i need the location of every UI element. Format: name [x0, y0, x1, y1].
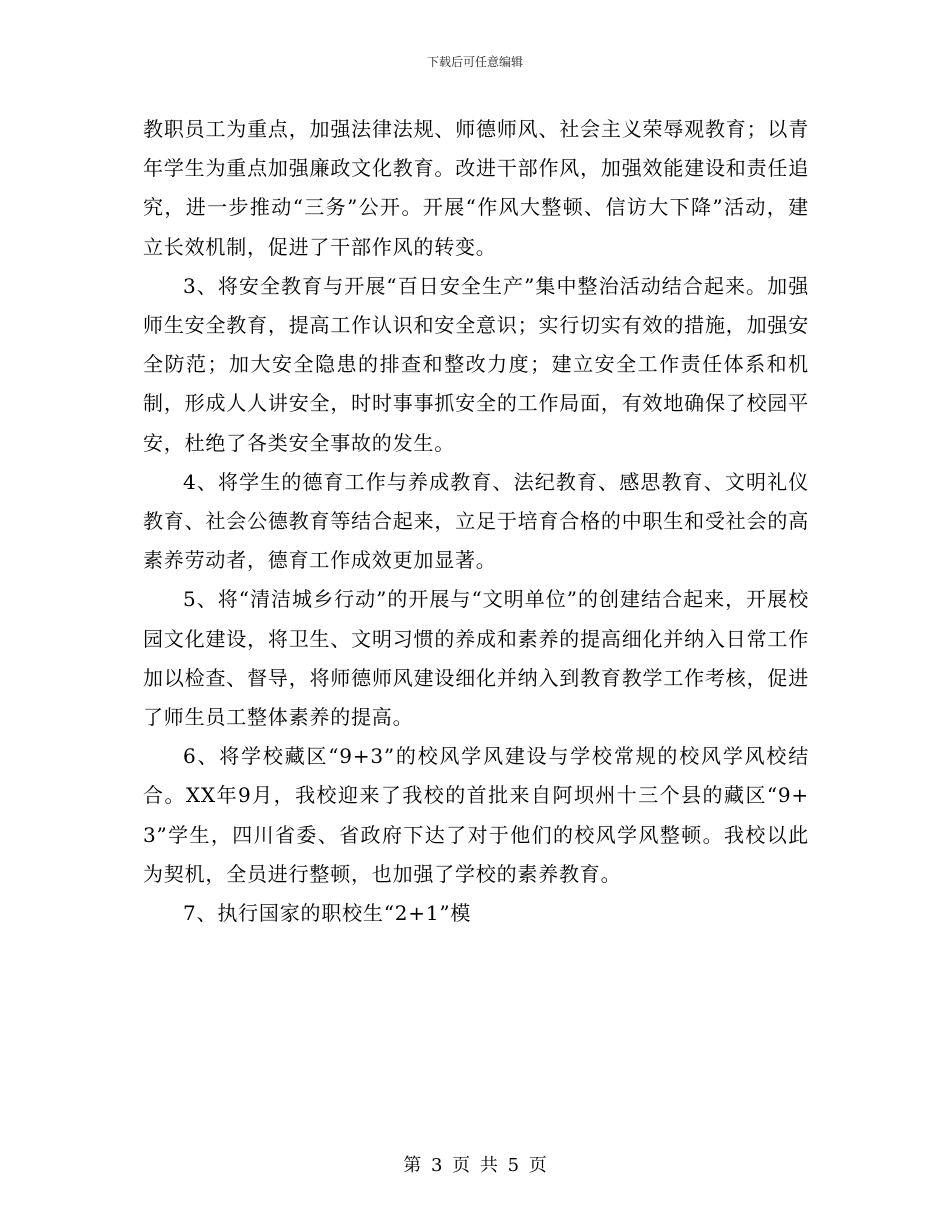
paragraph-4: 5、将“清洁城乡行动”的开展与“文明单位”的创建结合起来，开展校园文化建设，将卫生、文明习惯的养成和素养的提高细化并纳入日常工作加以检查、督导，将师德师风建设细化并纳入到教育教学工作考核，促进了师生员工整体素养的提高。	[143, 587, 809, 730]
document-body	[143, 110, 809, 933]
paragraph-5: 6、将学校藏区“9+3”的校风学风建设与学校常规的校风学风校结合。XX年9月，我校迎来了我校的首批来自阿坝州十三个县的藏区“9+3”学生，四川省委、省政府下达了对于他们的校风学风整顿。我校以此为契机，全员进行整顿，也加强了学校的素养教育。	[143, 744, 809, 886]
page-footer: 第 3 页 共 5 页	[403, 1155, 547, 1176]
paragraph-2: 3、将安全教育与开展“百日安全生产”集中整治活动结合起来。加强师生安全教育，提高工作认识和安全意识；实行切实有效的措施，加强安全防范；加大安全隐患的排查和整改力度；建立安全工作责任体系和机制，形成人人讲安全，时时事事抓安全的工作局面，有效地确保了校园平安，杜绝了各类安全事故的发生。	[143, 273, 809, 455]
page-header: 下载后可任意编辑	[426, 55, 523, 69]
paragraph-6: 7、执行国家的职校生“2+1”模	[183, 901, 472, 926]
paragraph-3: 4、将学生的德育工作与养成教育、法纪教育、感思教育、文明礼仪教育、社会公德教育等结合起来，立足于培育合格的中职生和受社会的高素养劳动者，德育工作成效更加显著。	[143, 469, 809, 573]
paragraph-1: 教职员工为重点，加强法律法规、师德师风、社会主义荣辱观教育；以青年学生为重点加强廉政文化教育。改进干部作风，加强效能建设和责任追究，进一步推动“三务”公开。开展“作风大整顿、信访大下降”活动，建立长效机制，促进了干部作风的转变。	[143, 117, 809, 259]
